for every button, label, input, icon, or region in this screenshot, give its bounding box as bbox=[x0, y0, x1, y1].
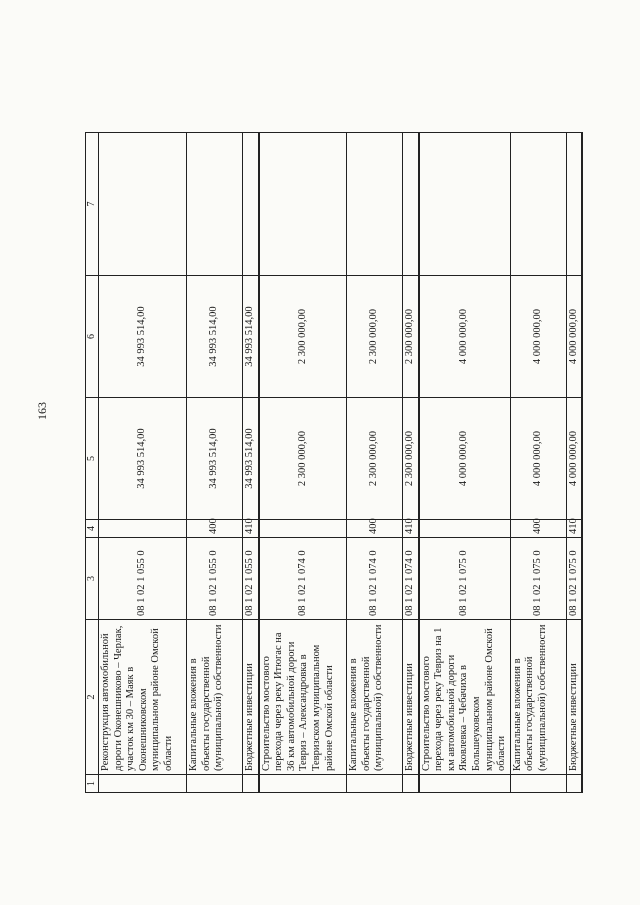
target-code: 08 1 02 1 074 0 bbox=[403, 538, 419, 620]
column-number: 1 bbox=[86, 775, 99, 793]
expense-name: Бюджетные инвестиции bbox=[243, 620, 259, 775]
target-code: 08 1 02 1 055 0 bbox=[243, 538, 259, 620]
amount-col7 bbox=[403, 133, 419, 276]
column-number: 7 bbox=[86, 133, 99, 276]
target-code: 08 1 02 1 075 0 bbox=[566, 538, 582, 620]
amount-col5: 4 000 000,00 bbox=[510, 398, 566, 520]
table-row bbox=[403, 133, 419, 793]
expense-name: Строительство мостового перехода через реку Итюгас на 36 км автомобильной дороги Тевриз – Александровка в Тевризском муниципальном районе Омской области bbox=[259, 620, 347, 775]
amount-col7 bbox=[510, 133, 566, 276]
column-number: 2 bbox=[86, 620, 99, 775]
amount-col6: 2 300 000,00 bbox=[403, 276, 419, 398]
target-code: 08 1 02 1 075 0 bbox=[419, 538, 511, 620]
rotated-table-frame bbox=[85, 133, 579, 793]
row-cell-empty bbox=[403, 775, 419, 793]
expense-type: 400 bbox=[510, 520, 566, 538]
budget-table bbox=[85, 132, 583, 793]
amount-col6: 34 993 514,00 bbox=[187, 276, 243, 398]
expense-type: 410 bbox=[243, 520, 259, 538]
amount-col7 bbox=[419, 133, 511, 276]
row-cell-empty bbox=[99, 775, 187, 793]
amount-col6: 4 000 000,00 bbox=[566, 276, 582, 398]
row-cell-empty bbox=[347, 775, 403, 793]
table-row bbox=[243, 133, 259, 793]
amount-col7 bbox=[187, 133, 243, 276]
row-cell-empty bbox=[566, 775, 582, 793]
amount-col5: 34 993 514,00 bbox=[187, 398, 243, 520]
target-code: 08 1 02 1 075 0 bbox=[510, 538, 566, 620]
page-number: 163 bbox=[35, 402, 49, 420]
amount-col7 bbox=[347, 133, 403, 276]
expense-name: Капитальные вложения в объекты государственной (муниципальной) собственности bbox=[187, 620, 243, 775]
amount-col7 bbox=[259, 133, 347, 276]
amount-col7 bbox=[566, 133, 582, 276]
target-code: 08 1 02 1 074 0 bbox=[259, 538, 347, 620]
expense-name: Капитальные вложения в объекты государственной (муниципальной) собственности bbox=[347, 620, 403, 775]
amount-col5: 4 000 000,00 bbox=[419, 398, 511, 520]
expense-type bbox=[99, 520, 187, 538]
column-number: 6 bbox=[86, 276, 99, 398]
expense-name: Реконструкция автомобильной дороги Оконешниково – Черлак, участок км 30 – Маяк в Оконешниковском муниципальном районе Омской области bbox=[99, 620, 187, 775]
column-number: 4 bbox=[86, 520, 99, 538]
expense-name: Капитальные вложения в объекты государственной (муниципальной) собственности bbox=[510, 620, 566, 775]
expense-type: 410 bbox=[566, 520, 582, 538]
table-row bbox=[510, 133, 566, 793]
expense-type: 410 bbox=[403, 520, 419, 538]
column-number-row bbox=[86, 133, 99, 793]
amount-col5: 34 993 514,00 bbox=[243, 398, 259, 520]
amount-col6: 34 993 514,00 bbox=[99, 276, 187, 398]
expense-type bbox=[419, 520, 511, 538]
expense-type: 400 bbox=[347, 520, 403, 538]
amount-col6: 4 000 000,00 bbox=[419, 276, 511, 398]
amount-col6: 2 300 000,00 bbox=[347, 276, 403, 398]
amount-col5: 2 300 000,00 bbox=[347, 398, 403, 520]
amount-col5: 34 993 514,00 bbox=[99, 398, 187, 520]
target-code: 08 1 02 1 074 0 bbox=[347, 538, 403, 620]
table-row bbox=[259, 133, 347, 793]
expense-name: Бюджетные инвестиции bbox=[566, 620, 582, 775]
amount-col5: 2 300 000,00 bbox=[259, 398, 347, 520]
column-number: 3 bbox=[86, 538, 99, 620]
target-code: 08 1 02 1 055 0 bbox=[99, 538, 187, 620]
expense-name: Бюджетные инвестиции bbox=[403, 620, 419, 775]
amount-col6: 4 000 000,00 bbox=[510, 276, 566, 398]
row-cell-empty bbox=[243, 775, 259, 793]
table-row bbox=[99, 133, 187, 793]
amount-col6: 2 300 000,00 bbox=[259, 276, 347, 398]
table-row bbox=[347, 133, 403, 793]
column-number: 5 bbox=[86, 398, 99, 520]
row-cell-empty bbox=[510, 775, 566, 793]
table-row bbox=[187, 133, 243, 793]
amount-col6: 34 993 514,00 bbox=[243, 276, 259, 398]
row-cell-empty bbox=[259, 775, 347, 793]
target-code: 08 1 02 1 055 0 bbox=[187, 538, 243, 620]
amount-col5: 2 300 000,00 bbox=[403, 398, 419, 520]
row-cell-empty bbox=[419, 775, 511, 793]
expense-type: 400 bbox=[187, 520, 243, 538]
amount-col7 bbox=[99, 133, 187, 276]
row-cell-empty bbox=[187, 775, 243, 793]
table-row bbox=[566, 133, 582, 793]
amount-col5: 4 000 000,00 bbox=[566, 398, 582, 520]
table-row bbox=[419, 133, 511, 793]
amount-col7 bbox=[243, 133, 259, 276]
expense-type bbox=[259, 520, 347, 538]
expense-name: Строительство мостового перехода через реку Тевриз на 1 км автомобильной дороги Яковлевка – Чебачиха в Большеуковском муниципальном районе Омской области bbox=[419, 620, 511, 775]
